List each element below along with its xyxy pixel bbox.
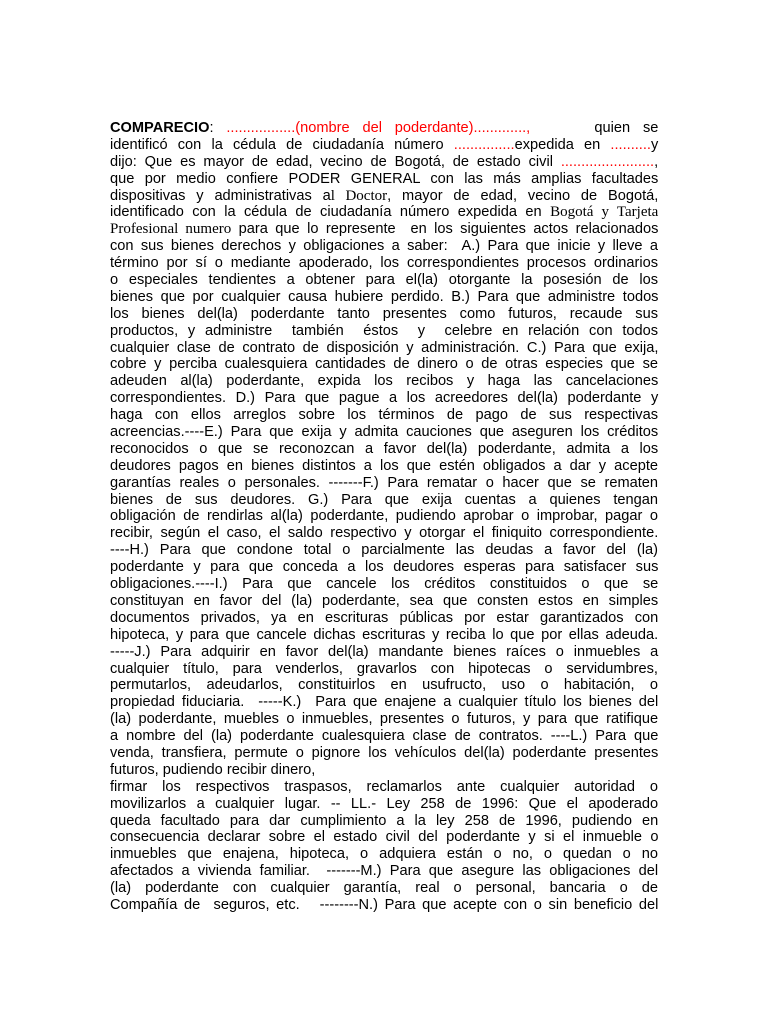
text-segment: inmuebles que enajena, hipoteca, o adquiera están o no, o quedan o no — [110, 846, 658, 863]
placeholder-blank: .......... — [610, 136, 651, 153]
text-line — [110, 458, 658, 475]
text-line — [110, 728, 658, 745]
heading-word: COMPARECIO — [110, 120, 210, 136]
text-segment: productos, y administre también éstos y celebre en relación con todos — [110, 322, 659, 339]
text-segment: futuros, pudiendo recibir dinero, — [110, 761, 316, 778]
text-segment: para que lo represente en los siguientes actos relacionados — [231, 221, 659, 238]
text-segment: y — [650, 136, 659, 153]
text-line — [110, 508, 658, 525]
text-segment: garantías reales o personales. -------F.) Para rematar o hacer que se rematen — [110, 474, 659, 491]
text-line — [110, 154, 658, 171]
text-line — [110, 829, 658, 846]
text-segment: -----J.) Para adquirir en favor del(la) mandante bienes raíces o inmuebles a — [110, 643, 659, 660]
text-segment: propiedad fiduciaria. -----K.) Para que enajene a cualquier título los bienes del — [110, 694, 659, 711]
text-line — [110, 120, 658, 137]
text-segment: deudores pagos en bienes distintos a los que estén obligados a dar y acepte — [110, 457, 658, 474]
text-segment: que por medio confiere PODER GENERAL con las más amplias facultades — [110, 170, 659, 187]
text-segment: Compañía de seguros, etc. --------N.) Para que acepte con o sin beneficio del — [110, 896, 659, 913]
text-segment: los bienes del(la) poderdante tanto presentes como futuros, recaude sus — [110, 305, 658, 322]
text-segment: firmar los respectivos traspasos, reclamarlos ante cualquier autoridad o — [110, 778, 658, 795]
document-body — [110, 120, 658, 914]
text-segment: cobre y perciba cualesquiera cantidades de dinero o de otras especies que se — [110, 356, 658, 373]
text-segment: identificado con la cédula de ciudadanía número expedida en — [110, 204, 551, 221]
text-line — [110, 390, 658, 407]
text-segment: a nombre del (la) poderdante cualesquiera clase de contratos. ----L.) Para que — [110, 728, 659, 745]
text-line — [110, 644, 658, 661]
text-line — [110, 863, 658, 880]
text-segment: (la) poderdante, muebles o inmuebles, presentes o futuros, y para que ratifique — [110, 711, 659, 728]
text-segment: con sus bienes derechos y obligaciones a saber: A.) Para que inicie y lleve a — [110, 238, 658, 255]
text-line — [110, 373, 658, 390]
text-line — [110, 356, 658, 373]
text-line — [110, 323, 658, 340]
text-line — [110, 677, 658, 694]
text-segment: adeuden al(la) poderdante, expida los recibos y haga las cancelaciones — [110, 373, 659, 390]
text-line — [110, 407, 658, 424]
text-line — [110, 627, 658, 644]
text-line — [110, 559, 658, 576]
text-segment: consecuencia declarar sobre el estado civil del poderdante y si el inmueble o — [110, 829, 659, 846]
text-segment: cualquier clase de contrato de disposición y administración. C.) Para que exija, — [110, 339, 659, 356]
text-line — [110, 880, 658, 897]
text-segment: Profesional numero — [110, 221, 232, 238]
placeholder-blank: .................(nombre del poderdante)............., — [226, 120, 531, 136]
text-line — [110, 221, 658, 238]
text-line — [110, 289, 658, 306]
placeholder-blank: ............... — [453, 136, 515, 153]
text-segment: ----H.) Para que condone total o parcialmente las deudas a favor del (la) — [110, 542, 658, 559]
text-segment: o especiales tendientes a obtener para el(la) otorgante la posesión de los — [110, 272, 658, 289]
text-line — [110, 306, 658, 323]
text-segment: haga con ellos arreglos sobre los términos de pago de sus respectivas — [110, 407, 658, 424]
text-segment: quien se — [530, 120, 659, 136]
text-segment: obligación de rendirlas al(la) poderdante, pudiendo aprobar o improbar, pagar o — [110, 508, 658, 525]
text-segment: dijo: Que es mayor de edad, vecino de Bogotá, de estado civil — [110, 153, 561, 170]
text-line — [110, 576, 658, 593]
text-line — [110, 475, 658, 492]
text-line — [110, 340, 658, 357]
text-segment: queda facultado para dar cumplimiento a la ley 258 de 1996, pudiendo en — [110, 812, 659, 829]
text-line — [110, 272, 658, 289]
text-segment: recibir, según el caso, el saldo respectivo y otorgar el finiquito correspondiente. — [110, 525, 659, 542]
text-segment: Bogotá y Tarjeta — [550, 204, 659, 221]
text-segment: afectados a vivienda familiar. -------M.) Para que asegure las obligaciones del — [110, 863, 659, 880]
text-segment: hipoteca, y para que cancele dichas escrituras y reciba lo que por ellas adeuda. — [110, 626, 659, 643]
text-line — [110, 897, 658, 914]
text-segment: poderdante y para que conceda a los deudores esperas para satisfacer sus — [110, 559, 659, 576]
text-segment: : — [209, 120, 227, 136]
text-segment: venda, transfiera, permute o pignore los vehículos del(la) poderdante presentes — [110, 744, 659, 761]
placeholder-blank: ....................... — [560, 153, 655, 170]
text-line — [110, 593, 658, 610]
text-segment: , — [654, 153, 659, 170]
text-segment: dispositivas y administrativas a — [110, 187, 331, 204]
text-line — [110, 525, 658, 542]
text-segment: movilizarlos a cualquier lugar. -- LL.- Ley 258 de 1996: Que el apoderado — [110, 795, 659, 812]
text-segment: término por sí o mediante apoderado, los correspondientes procesos ordinarios — [110, 255, 658, 272]
text-segment: bienes de sus deudores. G.) Para que exija cuentas a quienes tengan — [110, 491, 658, 508]
text-segment: obligaciones.----I.) Para que cancele los créditos constituidos o que se — [110, 576, 659, 593]
text-line — [110, 745, 658, 762]
text-segment: l Doctor — [330, 187, 388, 204]
text-line — [110, 813, 658, 830]
text-line — [110, 610, 658, 627]
text-segment: bienes que por cualquier causa hubiere perdido. B.) Para que administre todos — [110, 288, 659, 305]
text-line — [110, 711, 658, 728]
text-line — [110, 188, 658, 205]
text-segment: permutarlos, adeudarlos, constituirlos en usufructo, uso o habitación, o — [110, 677, 658, 694]
text-segment: , mayor de edad, vecino de Bogotá, — [387, 187, 659, 204]
text-segment: acreencias.----E.) Para que exija y admita cauciones que aseguren los créditos — [110, 424, 659, 441]
text-segment: documentos privados, ya en escrituras públicas por estar garantizados con — [110, 609, 659, 626]
text-line — [110, 661, 658, 678]
text-line — [110, 779, 658, 796]
text-line — [110, 137, 658, 154]
text-line — [110, 424, 658, 441]
text-segment: correspondientes. D.) Para que pague a los acreedores del(la) poderdante y — [110, 390, 659, 407]
text-segment: constituyan en favor del (la) poderdante, sea que consten estos en simples — [110, 592, 659, 609]
text-segment: identificó con la cédula de ciudadanía número — [110, 136, 454, 153]
text-line — [110, 846, 658, 863]
text-line — [110, 762, 658, 779]
text-line — [110, 694, 658, 711]
text-segment: cualquier título, para venderlos, gravarlos con hipotecas o servidumbres, — [110, 660, 658, 677]
text-line — [110, 542, 658, 559]
text-segment: (la) poderdante con cualquier garantía, real o personal, bancaria o de — [110, 880, 658, 897]
text-line — [110, 238, 658, 255]
text-segment: reconocidos o que se reconozcan a favor del(la) poderdante, admita a los — [110, 440, 659, 457]
text-line — [110, 492, 658, 509]
text-segment: expedida en — [514, 136, 611, 153]
text-line — [110, 441, 658, 458]
text-line — [110, 796, 658, 813]
text-line — [110, 171, 658, 188]
text-line — [110, 255, 658, 272]
text-line — [110, 204, 658, 221]
